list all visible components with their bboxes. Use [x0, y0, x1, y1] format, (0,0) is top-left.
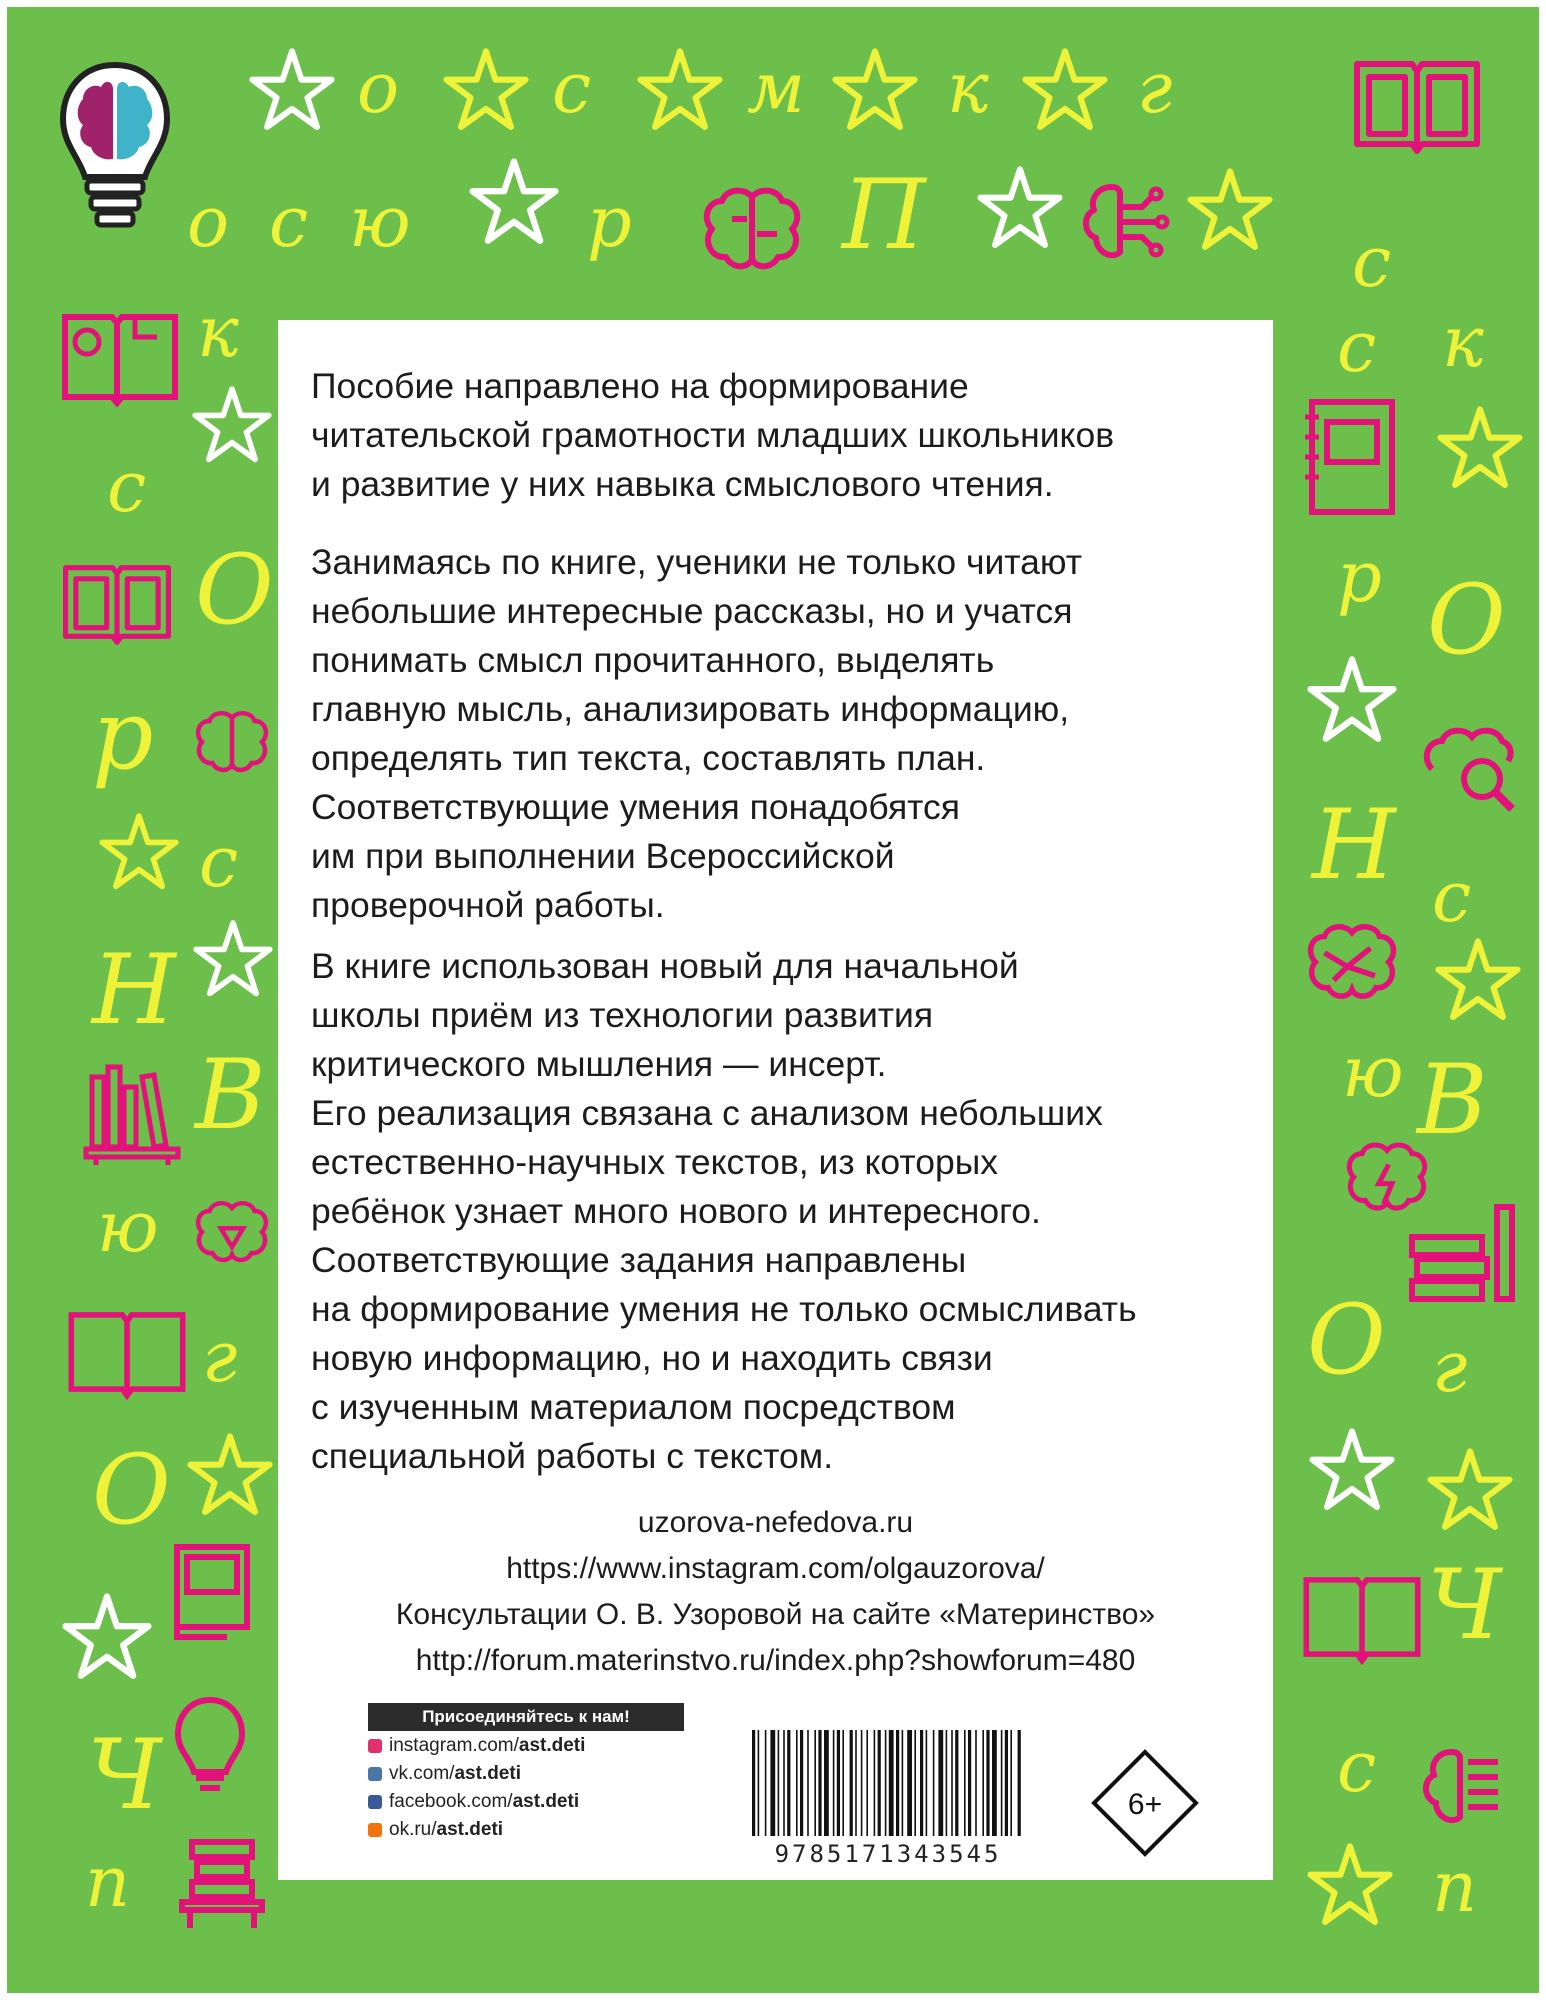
barcode-bar [814, 1730, 816, 1836]
book-back-cover [7, 7, 1539, 1993]
text-line: и развитие у них навыка смыслового чтения. [311, 464, 1054, 504]
barcode-bar [878, 1730, 881, 1836]
cursive-letter: О [1427, 564, 1506, 676]
text-line: читательской грамотности младших школьников [311, 415, 1115, 455]
social-link-facebook[interactable] [368, 1789, 684, 1815]
barcode-bar [986, 1730, 989, 1836]
brain-icon [187, 697, 277, 787]
barcode-bar [926, 1730, 928, 1836]
text-line: критического мышления — инсерт. [311, 1044, 887, 1084]
brain-lightbulb-icon [55, 59, 175, 249]
star-icon [192, 385, 272, 465]
cursive-letter: р [587, 181, 632, 263]
notebook-icon [57, 297, 187, 407]
open-book-icon [62, 1297, 192, 1407]
facebook-icon [368, 1795, 382, 1809]
barcode-bar [1010, 1730, 1012, 1836]
open-book-icon [1297, 1562, 1427, 1672]
book-stack-icon [167, 1537, 267, 1647]
text-line: Его реализация связана с анализом небольших [311, 1093, 1103, 1133]
barcode-bar [807, 1730, 809, 1836]
barcode-bar [920, 1730, 923, 1836]
consultation-text: Консультации О. В. Узоровой на сайте «Материнство» [395, 1598, 1156, 1631]
social-handle: ast.deti [518, 1735, 586, 1756]
text-line: понимать смысл прочитанного, выделять [311, 640, 995, 680]
barcode-bar [765, 1730, 767, 1836]
description-panel [278, 320, 1273, 1880]
cursive-letter: В [195, 1039, 266, 1151]
cursive-letter: с [552, 47, 592, 129]
brain-search-icon [1412, 719, 1522, 819]
barcode-bar [796, 1730, 798, 1836]
barcode-bar [933, 1730, 935, 1836]
text-line: Пособие направлено на формирование [311, 366, 969, 406]
barcode-bar [800, 1730, 803, 1836]
social-handle: ast.deti [454, 1763, 521, 1784]
cursive-letter: ю [1342, 1031, 1404, 1113]
barcode-bar [982, 1730, 984, 1836]
barcode-bar [951, 1730, 953, 1836]
cursive-letter: Ч [87, 1719, 162, 1831]
cursive-letter: В [1417, 1044, 1488, 1156]
book-stack-icon [1402, 1197, 1522, 1317]
cursive-letter: о [357, 47, 400, 129]
cursive-letter: р [1337, 536, 1382, 618]
cursive-letter: к [197, 291, 239, 373]
barcode-bar [818, 1730, 821, 1836]
notebook-icon [1297, 392, 1407, 522]
star-icon [62, 1592, 152, 1682]
cursive-letter: г [1432, 1326, 1468, 1408]
barcode-bar [1005, 1730, 1008, 1836]
social-handle: ast.deti [512, 1791, 580, 1812]
text-line: определять тип текста, составлять план. [311, 738, 986, 778]
barcode-bar [824, 1730, 829, 1836]
open-book-icon [1347, 49, 1487, 159]
barcode-bar [902, 1730, 904, 1836]
barcode-bar [855, 1730, 857, 1836]
cursive-letter: к [947, 47, 989, 129]
cursive-letter: п [1432, 1846, 1478, 1928]
barcode-bar [946, 1730, 948, 1836]
cursive-letter: с [1352, 221, 1392, 303]
text-line: Занимаясь по книге, ученики не только читают [311, 542, 1082, 582]
barcode [748, 1728, 1028, 1838]
social-block [368, 1703, 684, 1843]
instagram-link[interactable]: https://www.instagram.com/olgauzorova/ [506, 1552, 1045, 1585]
barcode-bar [914, 1730, 916, 1836]
star-icon [1307, 1842, 1393, 1928]
star-icon [249, 47, 335, 133]
star-icon [193, 919, 273, 999]
barcode-bar [758, 1730, 760, 1836]
text-line: на формирование умения не только осмысливать [311, 1289, 1137, 1329]
star-icon [443, 47, 529, 133]
text-line: естественно-научных текстов, из которых [311, 1142, 998, 1182]
barcode-bar [889, 1730, 894, 1836]
barcode-bar [787, 1730, 790, 1836]
barcode-bar [850, 1730, 853, 1836]
paragraph-2 [311, 538, 1261, 930]
social-handle: ast.deti [436, 1819, 504, 1840]
star-icon [637, 47, 723, 133]
cursive-letter: Н [1312, 789, 1396, 901]
brain-icon [692, 179, 812, 279]
open-book-icon [57, 552, 177, 652]
text-line: новую информацию, но и находить связи [311, 1338, 993, 1378]
cursive-letter: м [747, 47, 806, 129]
cursive-letter: с [1337, 306, 1377, 388]
social-prefix: vk.com/ [389, 1763, 455, 1784]
barcode-bar [770, 1730, 775, 1836]
text-line: проверочной работы. [311, 885, 665, 925]
star-icon [1435, 937, 1521, 1023]
cursive-letter: О [195, 534, 274, 646]
cursive-letter: г [1137, 47, 1173, 129]
star-icon [187, 1432, 273, 1518]
barcode-bar [778, 1730, 780, 1836]
text-line: им при выполнении Всероссийской [311, 836, 895, 876]
text-line: небольшие интересные рассказы, но и учатся [311, 591, 1073, 631]
star-icon [832, 47, 918, 133]
social-link-vk[interactable] [368, 1761, 684, 1787]
table-books-icon [172, 1832, 272, 1932]
cursive-letter: с [1432, 856, 1472, 938]
author-links [278, 1500, 1273, 1684]
barcode-bar [874, 1730, 876, 1836]
isbn-number: 9785171343545 [774, 1840, 1002, 1868]
barcode-bar [752, 1730, 755, 1836]
cursive-letter: О [1307, 1284, 1386, 1396]
star-icon [1427, 1447, 1513, 1533]
barcode-bar [964, 1730, 966, 1836]
bookshelf-icon [82, 1057, 182, 1167]
barcode-bar [975, 1730, 977, 1836]
cursive-letter: П [842, 159, 926, 271]
barcode-bar [783, 1730, 785, 1836]
text-line: Соответствующие умения понадобятся [311, 787, 961, 827]
cursive-letter: с [199, 821, 239, 903]
barcode-bar [907, 1730, 912, 1836]
brain-circuit-icon [1072, 172, 1172, 272]
text-line: В книге использован новый для начальной [311, 946, 1019, 986]
social-prefix: instagram.com/ [389, 1735, 519, 1756]
barcode-bar [861, 1730, 863, 1836]
age-rating-text: 6+ [1127, 1788, 1163, 1821]
brain-bulb-icon [170, 1692, 250, 1802]
cursive-letter: г [202, 1316, 238, 1398]
brain-network-icon [1297, 912, 1407, 1012]
text-line: ребёнок узнает много нового и интересного. [311, 1191, 1041, 1231]
brain-diamond-icon [187, 1187, 277, 1277]
social-prefix: ok.ru/ [389, 1819, 437, 1840]
cursive-letter: О [92, 1434, 171, 1546]
star-icon [1307, 655, 1397, 745]
text-line: Соответствующие задания направлены [311, 1240, 967, 1280]
star-icon [1022, 47, 1108, 133]
social-link-instagram[interactable] [368, 1733, 684, 1759]
text-line: школы приём из технологии развития [311, 995, 934, 1035]
star-icon [1437, 405, 1523, 491]
barcode-bar [992, 1730, 997, 1836]
text-line: специальной работы с текстом. [311, 1436, 834, 1476]
barcode-bar [896, 1730, 899, 1836]
star-icon [1187, 167, 1273, 253]
cursive-letter: с [107, 446, 147, 528]
barcode-bar [938, 1730, 943, 1836]
instagram-icon [368, 1739, 382, 1753]
website-link[interactable]: uzorova-nefedova.ru [637, 1506, 914, 1539]
cursive-letter: Н [92, 934, 176, 1046]
barcode-bar [833, 1730, 835, 1836]
barcode-bar [955, 1730, 958, 1836]
paragraph-1 [311, 362, 1261, 509]
cursive-letter: с [269, 181, 309, 263]
brain-chip-icon [1412, 1737, 1512, 1837]
cursive-letter: о [187, 181, 230, 263]
star-icon [977, 165, 1063, 251]
star-icon [99, 812, 179, 892]
barcode-bar [1001, 1730, 1003, 1836]
vk-icon [368, 1767, 382, 1781]
social-prefix: facebook.com/ [389, 1791, 513, 1812]
text-line: главную мысль, анализировать информацию, [311, 689, 1070, 729]
barcode-bar [842, 1730, 844, 1836]
barcode-bar [837, 1730, 840, 1836]
forum-link[interactable]: http://forum.materinstvo.ru/index.php?showforum=480 [415, 1644, 1136, 1677]
cursive-letter: ю [97, 1186, 159, 1268]
social-link-ok[interactable] [368, 1817, 684, 1843]
text-line: с изученным материалом посредством [311, 1387, 956, 1427]
cursive-letter: п [85, 1841, 131, 1923]
cursive-letter: с [1337, 1726, 1377, 1808]
barcode-bar [968, 1730, 971, 1836]
age-rating-badge [1090, 1748, 1200, 1858]
barcode-bar [885, 1730, 887, 1836]
paragraph-3 [311, 942, 1261, 1481]
social-heading: Присоединяйтесь к нам! [368, 1703, 684, 1731]
barcode-bar [1018, 1730, 1021, 1836]
cursive-letter: к [1442, 301, 1484, 383]
cursive-letter: р [92, 679, 154, 791]
odnoklassniki-icon [368, 1823, 382, 1837]
cursive-letter: ю [349, 181, 411, 263]
cursive-letter: Ч [1427, 1549, 1502, 1661]
star-icon [469, 157, 559, 247]
star-icon [1309, 1427, 1395, 1513]
barcode-bar [866, 1730, 868, 1836]
